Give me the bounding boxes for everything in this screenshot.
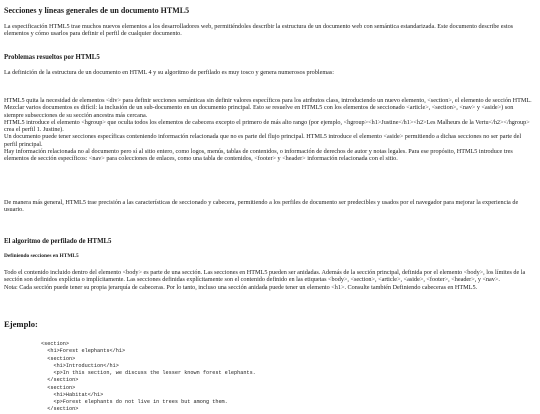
code-line: <h1>Forest elephants</h1> bbox=[41, 348, 126, 355]
code-line: <section> bbox=[41, 384, 76, 391]
code-line: </section> bbox=[41, 377, 79, 384]
code-line: </section> bbox=[41, 406, 79, 413]
code-line: <p>Forest elephants do not live in trees but among them. bbox=[41, 399, 228, 405]
code-line: <section> bbox=[41, 341, 70, 347]
problems-list-item: HTML5 introduce el elemento <hgroup> que oculta todos los elementos de cabecera excepto el primero de más alto rango (por ejemplo, <hgroup><h1>Justine</h1><h2>Les Malheurs de la Vertu</h2></hgroup> crea el perfil 1. Justine). bbox=[4, 118, 530, 134]
defining-sections-note: Nota: Cada sección puede tener su propia jerarquía de cabeceras. Por lo tanto, incluso una sección anidada puede tener un elemento <h1>. Consulte también Definiendo cabeceras en HTML5. bbox=[4, 283, 478, 291]
problems-list bbox=[4, 97, 534, 163]
defining-sections-body bbox=[4, 269, 534, 291]
defining-sections-paragraph: Todo el contenido incluido dentro del elemento <body> es parte de una sección. Las secciones en HTML5 pueden ser anidadas. Además de la sección principal, definida por el elemento <body>, los límites de la sección son definidos explícita o implícitamente. Las secciones definidas explícitamente son el contenido definido en las etiquetas <body>, <section>, <article>, <aside>, <footer>, <header>, y <nav>. bbox=[4, 269, 526, 284]
code-line: <section> bbox=[41, 355, 76, 362]
problems-list-item: Un documento puede tener secciones específicas conteniendo información relacionada que no es parte del flujo principal. HTML5 introduce el elemento <aside> permitiendo a dichas secciones no ser parte del perfil principal. bbox=[4, 133, 522, 148]
example-heading: Ejemplo: bbox=[4, 319, 38, 329]
example-code-block bbox=[41, 341, 521, 414]
problems-list-item: Mezclar varios documentos es difícil: la inclusión de un sub-documento en un documento principal. Esto se resuelve en HTML5 con los elementos de seccionado <article>, <section>, <nav> y <aside>) son siempre subsecciones de su sección ancestra más cercana. bbox=[4, 104, 514, 119]
code-line: <p>In this section, we discuss the lesser known forest elephants. bbox=[41, 370, 256, 376]
code-line: <h1>Introduction</h1> bbox=[41, 362, 119, 369]
defining-sections-heading: Definiendo secciones en HTML5 bbox=[4, 253, 79, 259]
problems-list-item: Hay información relacionada no al documento pero sí al sitio entero, como logos, menús, tablas de contenidos, o información de derechos de autor y notas legales. Para ese propósito, HTML5 introduce tres elementos de sección específicos: <nav> para colecciones de enlaces, como una tabla de contenidos, <footer> y <header> información relacionada con el sitio. bbox=[4, 148, 513, 163]
document-title: Secciones y líneas generales de un documento HTML5 bbox=[4, 6, 190, 15]
problems-list-item: HTML5 quita la necesidad de elementos <div> para definir secciones semánticas sin definir valores específicos para los atributos class, introduciendo un nuevo elemento, <section>, el elemento de sección HTML. bbox=[4, 97, 532, 104]
summary-paragraph: De manera más general, HTML5 trae precisión a las características de seccionado y cabecera, permitiendo a los perfiles de documento ser predecibles y usados por el navegador para mejorar la experiencia de usuario. bbox=[4, 199, 519, 214]
code-line: <h1>Habitat</h1> bbox=[41, 391, 104, 398]
problems-heading: Problemas resueltos por HTML5 bbox=[4, 54, 100, 61]
intro-paragraph: La especificación HTML5 trae muchos nuevos elementos a los desarrolladores web, permitiéndoles describir la estructura de un documento web con semántica estandarizada. Este documento describe estos elementos y cómo usarlos para definir el perfil de cualquier documento. bbox=[4, 23, 514, 38]
problems-intro: La definición de la estructura de un documento en HTML 4 y su algoritmo de perfilado es muy tosco y genera numerosos problemas: bbox=[4, 69, 335, 76]
algorithm-heading: El algoritmo de perfilado de HTML5 bbox=[4, 238, 112, 245]
